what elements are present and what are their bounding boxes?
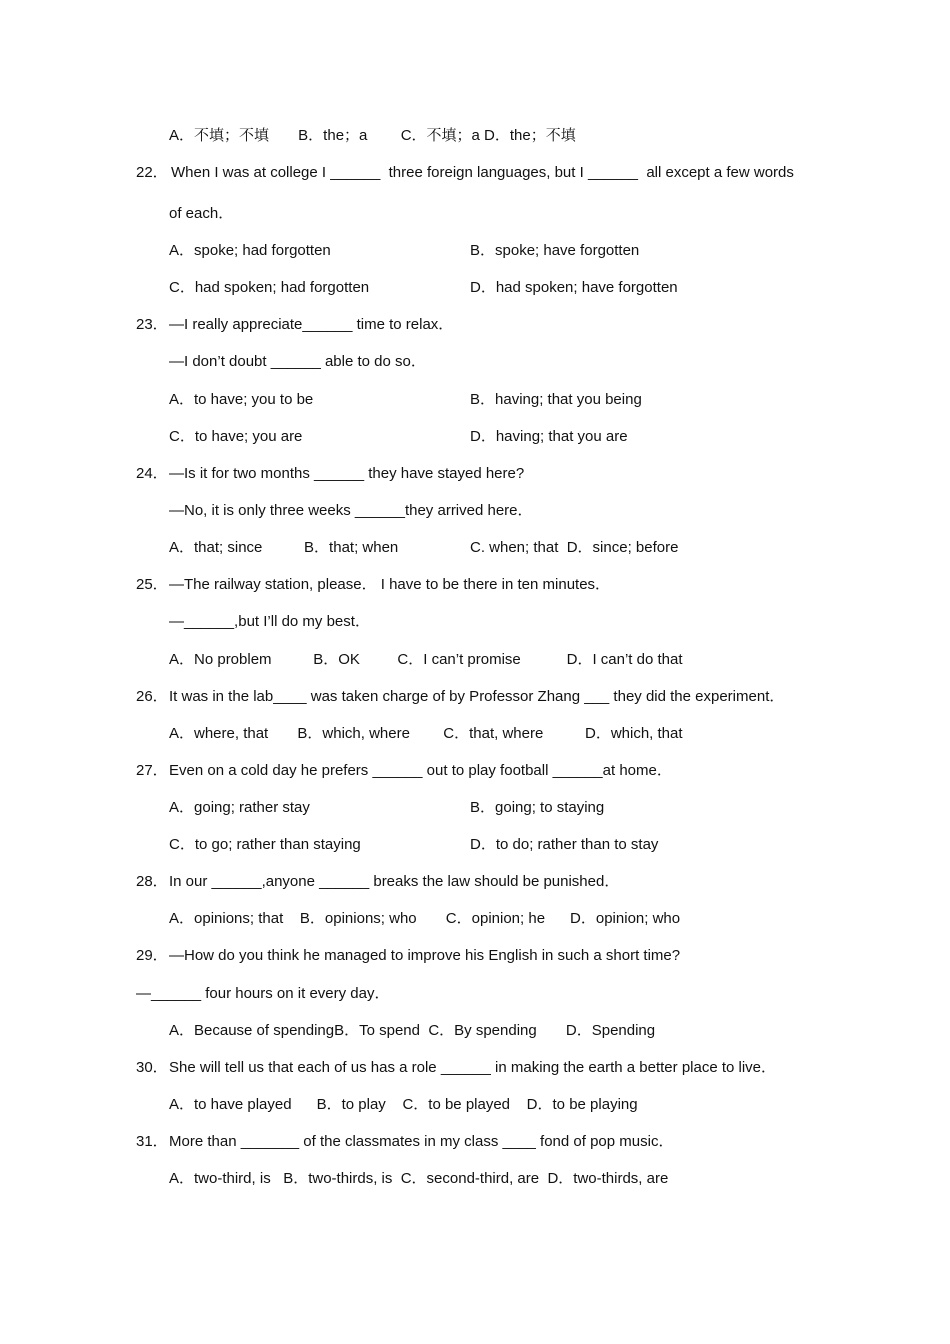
q28-stem: In our ______,anyone ______ breaks the law should be punished． — [169, 873, 620, 890]
q23-option-d: D．having; that you are — [470, 428, 628, 445]
q27-option-a: A．going; rather stay — [169, 799, 310, 816]
q26-options: A．where, that B．which, where C．that, where D．which, that — [169, 725, 683, 742]
q31-stem: More than _______ of the classmates in my class ____ fond of pop music． — [169, 1133, 674, 1150]
q31-number: 31． — [136, 1133, 168, 1150]
q23-option-a: A．to have; you to be — [169, 391, 314, 408]
q25-options: A．No problem B．OK C．I can’t promise D．I can’t do that — [169, 651, 683, 668]
q22-option-a: A．spoke; had forgotten — [169, 242, 331, 259]
q22-option-d: D．had spoken; have forgotten — [470, 279, 678, 296]
q22-option-b: B．spoke; have forgotten — [470, 242, 640, 259]
q25-number: 25． — [136, 576, 168, 593]
q31-options: A．two-third, is B．two-thirds, is C．second-third, are D．two-thirds, are — [169, 1170, 669, 1187]
q27-option-c: C．to go; rather than staying — [169, 836, 361, 853]
q21-options: A．不填；不填 B．the；a C．不填；a D．the；不填 — [169, 127, 576, 144]
q22-stem: When I was at college I ______ three foreign languages, but I ______ all except a few words — [171, 164, 794, 181]
q23-stem: —I really appreciate______ time to relax． — [169, 316, 454, 333]
q27-stem: Even on a cold day he prefers ______ out to play football ______at home． — [169, 762, 672, 779]
q27-number: 27． — [136, 762, 168, 779]
q22-stem-continued: of each． — [169, 205, 234, 222]
q28-number: 28． — [136, 873, 168, 890]
q23-number: 23． — [136, 316, 168, 333]
q29-reply: —______ four hours on it every day． — [136, 985, 390, 1002]
q22-option-c: C．had spoken; had forgotten — [169, 279, 370, 296]
q30-stem: She will tell us that each of us has a role ______ in making the earth a better place to live． — [169, 1059, 777, 1076]
q29-number: 29． — [136, 947, 168, 964]
q29-stem: —How do you think he managed to improve his English in such a short time? — [169, 947, 681, 964]
q26-stem: It was in the lab____ was taken charge of by Professor Zhang ___ they did the experiment． — [169, 688, 785, 705]
q24-options-ab: A．that; since B．that; when — [169, 539, 399, 556]
q27-option-b: B．going; to staying — [470, 799, 605, 816]
q25-stem: —The railway station, please． I have to be there in ten minutes． — [169, 576, 611, 593]
q29-options: A．Because of spendingB．To spend C．By spending D．Spending — [169, 1022, 656, 1039]
q23-reply: —I don’t doubt ______ able to do so． — [169, 353, 426, 370]
q23-option-b: B．having; that you being — [470, 391, 642, 408]
q30-options: A．to have played B．to play C．to be played D．to be playing — [169, 1096, 638, 1113]
q24-number: 24． — [136, 465, 168, 482]
q24-stem: —Is it for two months ______ they have stayed here? — [169, 465, 525, 482]
q25-reply: —______,but I’ll do my best． — [169, 613, 370, 630]
q22-number: 22． — [136, 164, 168, 181]
q27-option-d: D．to do; rather than to stay — [470, 836, 659, 853]
q26-number: 26． — [136, 688, 168, 705]
q24-options-cd: C. when; that D．since; before — [470, 539, 679, 556]
q28-options: A．opinions; that B．opinions; who C．opinion; he D．opinion; who — [169, 910, 681, 927]
q30-number: 30． — [136, 1059, 168, 1076]
q24-reply: —No, it is only three weeks ______they arrived here． — [169, 502, 533, 519]
q23-option-c: C．to have; you are — [169, 428, 303, 445]
